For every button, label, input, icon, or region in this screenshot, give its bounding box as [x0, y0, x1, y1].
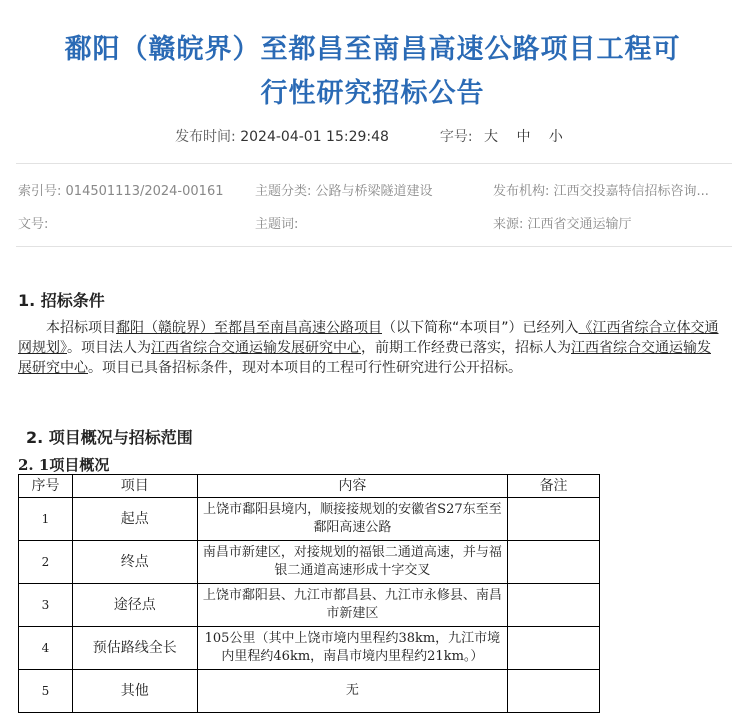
info-category-value: 公路与桥梁隧道建设: [315, 184, 433, 199]
table-cell: 终点: [72, 541, 197, 584]
info-keywords-label: 主题词:: [255, 217, 299, 232]
info-category-label: 主题分类:: [255, 184, 312, 199]
info-source: [493, 213, 632, 232]
font-size-label: 字号:: [439, 129, 473, 145]
plan-link[interactable]: 《江西省综合立体交通网规划》: [18, 320, 719, 356]
info-org-label: 发布机构:: [493, 184, 550, 199]
table-header: 项目: [72, 475, 197, 498]
table-cell: 3: [19, 584, 73, 627]
para-text: （以下简称“本项目”）已经列入: [382, 320, 579, 336]
table-cell: 1: [19, 498, 73, 541]
table-row: [19, 670, 600, 713]
table-cell: 其他: [72, 670, 197, 713]
divider-info: [16, 246, 732, 247]
article-title-line2: 行性研究招标公告: [260, 78, 485, 109]
table-cell: 105公里（其中上饶市境内里程约38km，九江市境内里程约46km，南昌市境内里程约21km。）: [197, 627, 507, 670]
publish-time-value: 2024-04-01 15:29:48: [240, 129, 389, 145]
table-cell: [508, 541, 600, 584]
para-text: 。项目法人为: [67, 340, 151, 356]
table-row: [19, 541, 600, 584]
table-cell: [508, 670, 600, 713]
table-header: 内容: [197, 475, 507, 498]
table-cell: 无: [197, 670, 507, 713]
table-row: [19, 627, 600, 670]
table-header: 序号: [19, 475, 73, 498]
table-cell: [508, 584, 600, 627]
info-keywords: [255, 213, 298, 232]
legal-entity-link[interactable]: 江西省综合交通运输发展研究中心: [151, 340, 361, 356]
table-cell: 上饶市鄱阳县境内，顺接接规划的安徽省S27东至至鄱阳高速公路: [197, 498, 507, 541]
project-link[interactable]: 鄱阳（赣皖界）至都昌至南昌高速公路项目: [116, 320, 382, 336]
font-size-large-button[interactable]: 大: [484, 129, 499, 145]
table-header-row: [19, 475, 600, 498]
table-cell: 南昌市新建区，对接规划的福银二通道高速，并与福银二通道高速形成十字交叉: [197, 541, 507, 584]
info-org: [493, 180, 709, 199]
publish-meta: [0, 126, 745, 146]
article-title: [0, 28, 745, 116]
info-doc-no-label: 文号:: [18, 217, 49, 232]
info-org-value: 江西交投嘉特信招标咨询...: [553, 184, 709, 199]
divider-top: [16, 163, 732, 164]
section-2-1-heading: 2. 1项目概况: [18, 456, 110, 474]
table-cell: 起点: [72, 498, 197, 541]
table-row: [19, 498, 600, 541]
table-cell: 途径点: [72, 584, 197, 627]
info-category: [255, 180, 433, 199]
info-source-value: 江西省交通运输厅: [527, 217, 632, 232]
table-cell: [508, 498, 600, 541]
para-text: 。项目已具备招标条件，现对本项目的工程可行性研究进行公开招标。: [88, 360, 522, 376]
info-doc-no: [18, 213, 48, 232]
table-cell: 预估路线全长: [72, 627, 197, 670]
table-cell: 4: [19, 627, 73, 670]
section-1-paragraph: [18, 318, 724, 378]
para-text: ，前期工作经费已落实，招标人为: [361, 340, 571, 356]
section-1-heading: 1. 招标条件: [18, 291, 105, 310]
font-size-medium-button[interactable]: 中: [516, 129, 531, 145]
section-2-heading: 2. 项目概况与招标范围: [26, 428, 193, 447]
para-text: 本招标项目: [46, 320, 116, 336]
table-header: 备注: [508, 475, 600, 498]
table-cell: 上饶市鄱阳县、九江市都昌县、九江市永修县、南昌市新建区: [197, 584, 507, 627]
info-index: [18, 180, 223, 199]
publish-time-label: 发布时间:: [175, 129, 236, 145]
info-source-label: 来源:: [493, 217, 524, 232]
info-index-value: 014501113/2024-00161: [65, 184, 224, 199]
project-overview-table: [18, 474, 600, 713]
font-size-small-button[interactable]: 小: [548, 129, 563, 145]
table-cell: 5: [19, 670, 73, 713]
article-title-line1: 鄱阳（赣皖界）至都昌至南昌高速公路项目工程可: [64, 34, 681, 65]
table-cell: 2: [19, 541, 73, 584]
table-row: [19, 584, 600, 627]
tenderer-link[interactable]: 江西省综合交通运输发展研究中心: [18, 340, 711, 376]
table-cell: [508, 627, 600, 670]
info-index-label: 索引号:: [18, 184, 62, 199]
